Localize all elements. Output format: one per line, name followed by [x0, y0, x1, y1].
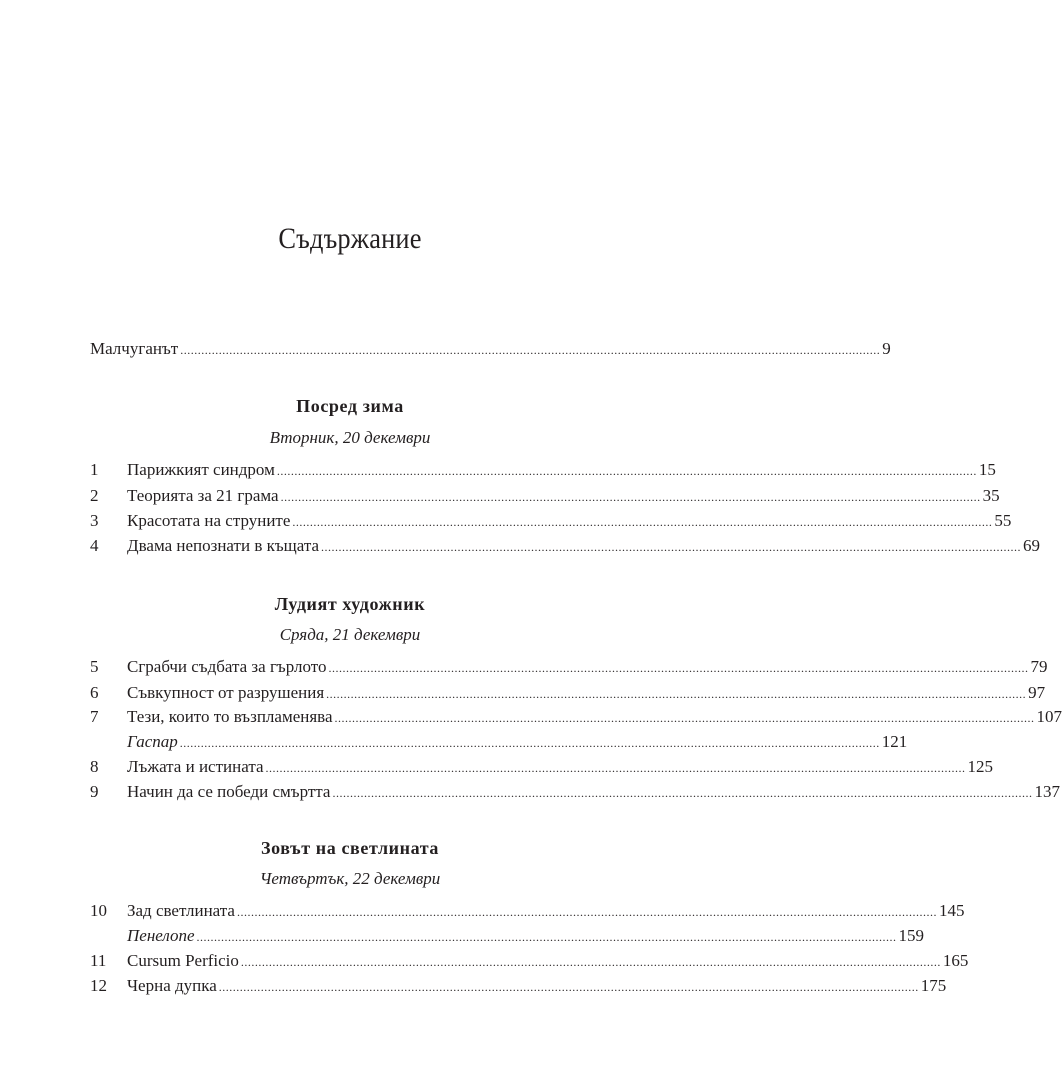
toc-entry-number: 6	[90, 683, 99, 702]
toc-entry-page: 15	[978, 460, 996, 479]
toc-entry-number: 7	[90, 707, 99, 726]
toc-entry-number: 10	[90, 901, 107, 920]
toc-entry-page: 107	[1036, 707, 1062, 726]
toc-entry-page: 55	[994, 511, 1012, 530]
dot-leader: ........................................................................................................................................................................................................	[332, 786, 1033, 800]
toc-entry-number: 1	[90, 460, 99, 479]
section-date: Сряда, 21 декември	[279, 625, 421, 644]
toc-entry-page: 9	[882, 339, 891, 358]
toc-entry-number: 12	[90, 976, 107, 995]
toc-entry-title: Cursum Perficio	[127, 951, 239, 970]
toc-entry-number: 9	[90, 782, 99, 801]
toc-entry-title: Тези, които то възпламенява	[127, 707, 333, 726]
section-date: Четвъртък, 22 декември	[259, 869, 441, 888]
toc-entry-number: 5	[90, 657, 99, 676]
toc-entry-title: Черна дупка	[127, 976, 217, 995]
toc-entry-page: 159	[898, 926, 925, 945]
toc-entry-title: Малчуганът	[90, 339, 179, 358]
toc-entry-page: 79	[1030, 657, 1048, 676]
toc-entry-page: 165	[942, 951, 969, 970]
toc-entry-title: Парижкият синдром	[127, 460, 275, 479]
dot-leader: ........................................................................................................................................................................................................	[180, 343, 881, 357]
toc-entry-title: Двама непознати в къщата	[127, 536, 320, 555]
dot-leader: ........................................................................................................................................................................................................	[321, 540, 1022, 554]
dot-leader: ........................................................................................................................................................................................................	[276, 464, 977, 478]
toc-entry-title: Начин да се победи смъртта	[127, 782, 331, 801]
dot-leader: ........................................................................................................................................................................................................	[240, 955, 941, 969]
toc-entry[interactable]	[90, 974, 947, 998]
section-heading: Лудият художник	[274, 594, 426, 614]
toc-entry[interactable]	[90, 730, 908, 754]
dot-leader: ........................................................................................................................................................................................................	[265, 761, 966, 775]
toc-entry[interactable]	[90, 484, 1000, 508]
section-heading: Зовът на светлината	[261, 838, 439, 858]
toc-entry-page: 175	[920, 976, 947, 995]
toc-entry-page: 121	[881, 732, 908, 751]
toc-entry[interactable]	[90, 458, 996, 482]
toc-entry[interactable]	[90, 755, 994, 779]
toc-entry-title: Красотата на струните	[127, 511, 291, 530]
toc-entry[interactable]	[90, 705, 1062, 729]
dot-leader: ........................................................................................................................................................................................................	[334, 711, 1035, 725]
dot-leader: ........................................................................................................................................................................................................	[328, 661, 1029, 675]
toc-entry-page: 97	[1028, 683, 1046, 702]
toc-entry-title: Лъжата и истината	[127, 757, 264, 776]
toc-entry-title: Съвкупност от разрушения	[127, 683, 325, 702]
toc-entry-page: 125	[967, 757, 994, 776]
dot-leader: ........................................................................................................................................................................................................	[326, 687, 1027, 701]
dot-leader: ........................................................................................................................................................................................................	[236, 905, 937, 919]
toc-entry-number: 11	[90, 951, 107, 970]
toc-entry[interactable]	[90, 924, 925, 948]
toc-entry-page: 145	[938, 901, 965, 920]
toc-entry-title: Гаспар	[127, 732, 178, 751]
toc-entry[interactable]	[90, 780, 1060, 804]
toc-entry-title: Зад светлината	[127, 901, 235, 920]
toc-entry[interactable]	[90, 509, 1012, 533]
toc-entry-number: 3	[90, 511, 99, 530]
page-title: Съдържание	[278, 222, 422, 255]
toc-entry[interactable]	[90, 899, 965, 923]
toc-entry[interactable]	[90, 655, 1048, 679]
toc-entry-intro[interactable]	[90, 337, 891, 361]
toc-entry-number: 2	[90, 486, 99, 505]
section-heading: Посред зима	[296, 396, 404, 416]
dot-leader: ........................................................................................................................................................................................................	[218, 980, 919, 994]
toc-entry-number: 4	[90, 536, 99, 555]
dot-leader: ........................................................................................................................................................................................................	[280, 490, 981, 504]
toc-entry-number: 8	[90, 757, 99, 776]
toc-entry-page: 69	[1023, 536, 1041, 555]
section-date: Вторник, 20 декември	[269, 428, 431, 447]
toc-entry[interactable]	[90, 534, 1041, 558]
dot-leader: ........................................................................................................................................................................................................	[292, 515, 993, 529]
dot-leader: ........................................................................................................................................................................................................	[196, 930, 897, 944]
dot-leader: ........................................................................................................................................................................................................	[179, 736, 880, 750]
toc-entry-title: Пенелопе	[127, 926, 195, 945]
toc-entry-title: Теорията за 21 грама	[127, 486, 279, 505]
toc-entry-page: 137	[1034, 782, 1060, 801]
toc-entry[interactable]	[90, 681, 1046, 705]
toc-entry-page: 35	[982, 486, 1000, 505]
toc-entry[interactable]	[90, 949, 969, 973]
toc-entry-title: Сграбчи съдбата за гърлото	[127, 657, 327, 676]
